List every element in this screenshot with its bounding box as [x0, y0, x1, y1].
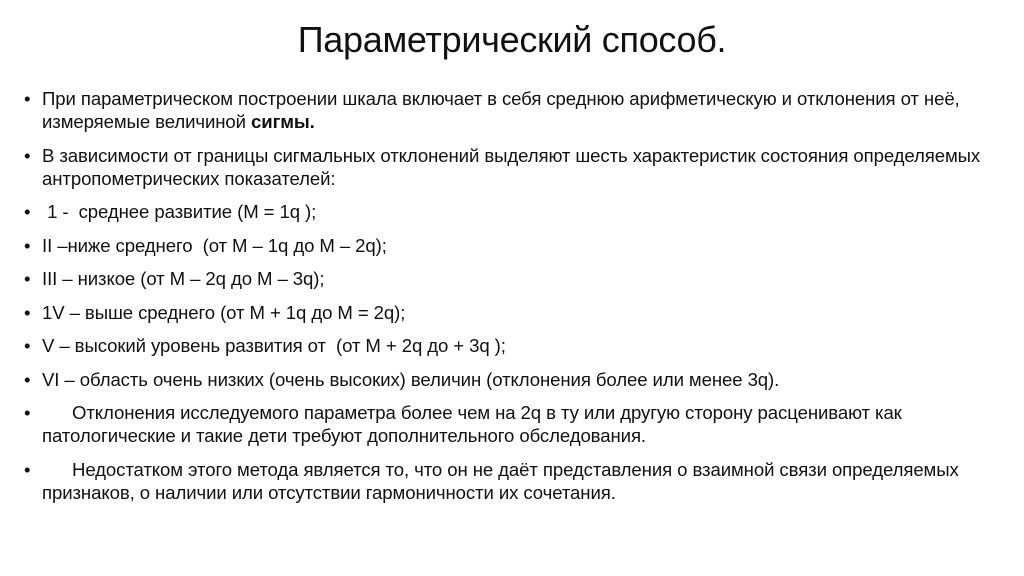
bullet-item	[22, 368, 997, 391]
bullet-item	[22, 87, 997, 133]
bullet-item	[22, 301, 997, 324]
bullet-item	[22, 267, 997, 290]
bullet-icon: •	[24, 144, 31, 166]
slide-title: Параметрический способ.	[297, 19, 727, 60]
bullet-item	[22, 401, 997, 447]
bullet-icon: •	[24, 201, 31, 222]
bullet-text: Недостатком этого метода является то, что он не даёт представления о взаимной связи определяемых признаков, о наличии или отсутствии гармоничности их сочетания.	[42, 458, 959, 503]
bullet-text: III – низкое (от М – 2q до М – 3q);	[42, 268, 325, 289]
bullet-item	[22, 458, 997, 504]
bullet-text: Отклонения исследуемого параметра более чем на 2q в ту или другую сторону расценивают как патологические и такие дети требуют дополнительного обследования.	[42, 402, 902, 446]
bullet-text: 1 - среднее развитие (М = 1q );	[42, 201, 317, 222]
bullet-text: V – высокий уровень развития от (от М + 2q до + 3q );	[42, 335, 506, 356]
bullet-item	[22, 200, 997, 223]
bullet-text: 1V – выше среднего (от М + 1q до М = 2q);	[42, 301, 406, 323]
bullet-icon: •	[24, 402, 31, 423]
bullet-item	[22, 144, 997, 190]
bullet-icon: •	[24, 268, 31, 289]
bullet-list	[22, 87, 997, 514]
bullet-item	[22, 234, 997, 257]
bullet-icon: •	[24, 88, 31, 109]
bullet-text: II –ниже среднего (от М – 1q до М – 2q);	[42, 234, 387, 256]
bullet-icon: •	[24, 458, 31, 480]
bullet-icon: •	[24, 234, 31, 256]
bullet-text: В зависимости от границы сигмальных отклонений выделяют шесть характеристик состояния определяемых антропометрических показателей:	[42, 144, 981, 189]
bullet-icon: •	[24, 335, 31, 356]
bullet-text: При параметрическом построении шкала включает в себя среднюю арифметическую и отклонения от неё, измеряемые величиной	[42, 88, 960, 132]
bullet-bold-text: сигмы.	[251, 111, 315, 132]
bullet-item	[22, 334, 997, 357]
bullet-icon: •	[24, 301, 31, 323]
bullet-icon: •	[24, 368, 31, 390]
bullet-text: VI – область очень низких (очень высоких) величин (отклонения более или менее 3q).	[42, 368, 780, 390]
